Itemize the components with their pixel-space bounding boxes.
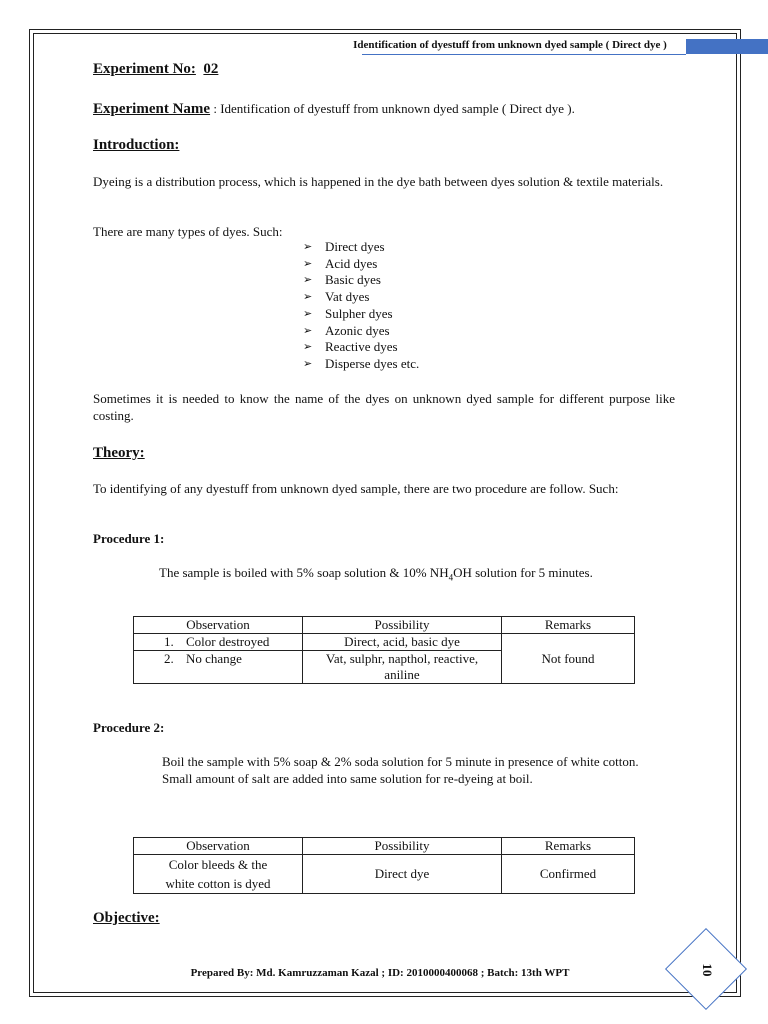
arrow-bullet-icon: ➢	[303, 306, 313, 320]
table-header-row	[134, 838, 635, 855]
introduction-para-1: Dyeing is a distribution process, which is happened in the dye bath between dyes solution & textile materials.	[93, 174, 664, 189]
list-item: ➢ Reactive dyes	[303, 339, 398, 355]
header-accent-bar	[686, 39, 768, 54]
table-row	[134, 855, 635, 894]
experiment-name-sep: :	[210, 101, 221, 116]
list-item: ➢ Sulpher dyes	[303, 305, 393, 321]
procedure-1-text: The sample is boiled with 5% soap solution & 10% $NH_4OH$ solution for 5 minutes.	[159, 565, 593, 583]
row-number: 2.	[164, 651, 174, 666]
experiment-name-value: Identification of dyestuff from unknown dyed sample ( Direct dye ).	[220, 101, 575, 116]
table-header-cell: Observation	[134, 617, 303, 634]
theory-para: To identifying of any dyestuff from unknown dyed sample, there are two procedure are follow. Such:	[93, 481, 619, 496]
table-header-cell: Remarks	[502, 838, 635, 855]
observation-cell: 2. No change	[134, 651, 303, 684]
possibility-cell: Vat, sulphr, napthol, reactive, aniline	[303, 651, 502, 684]
row-number: 1.	[164, 634, 174, 649]
list-item: ➢ Disperse dyes etc.	[303, 355, 420, 371]
procedure-2-heading: Procedure 2:	[93, 720, 165, 735]
list-item: ➢ Vat dyes	[303, 289, 370, 305]
arrow-bullet-icon: ➢	[303, 323, 313, 337]
experiment-name	[93, 101, 575, 118]
footer-prepared-by: Prepared By: Md. Kamruzzaman Kazal ; ID: 2010000400068 ; Batch: 13th WPT	[190, 967, 570, 979]
introduction-para-2: There are many types of dyes. Such:	[93, 224, 283, 239]
arrow-bullet-icon: ➢	[303, 340, 313, 354]
procedure-2-text: Boil the sample with 5% soap & 2% soda solution for 5 minute in presence of white cotton. Small amount of salt are added into same solution for re-dyeing at boil.	[162, 754, 639, 786]
experiment-no-label: Experiment No:	[93, 61, 196, 77]
list-item: ➢ Acid dyes	[303, 255, 378, 271]
dye-types-list	[303, 239, 419, 373]
arrow-bullet-icon: ➢	[303, 273, 313, 287]
procedure-1-table	[133, 616, 635, 684]
experiment-name-label: Experiment Name	[93, 101, 211, 117]
table-header-cell: Remarks	[502, 617, 635, 634]
table-header-cell: Possibility	[303, 838, 502, 855]
list-item: ➢ Basic dyes	[303, 272, 381, 288]
experiment-no-value: 02	[203, 61, 219, 77]
arrow-bullet-icon: ➢	[303, 356, 313, 370]
table-header-cell: Possibility	[303, 617, 502, 634]
experiment-no	[93, 61, 218, 78]
remarks-cell: Not found	[502, 634, 635, 684]
chemical-subscript: 4	[448, 572, 454, 583]
procedure-1-heading: Procedure 1:	[93, 531, 165, 546]
remarks-cell: Confirmed	[502, 855, 635, 894]
observation-cell: 1. Color destroyed	[134, 634, 303, 651]
list-item: ➢ Azonic dyes	[303, 322, 390, 338]
running-header: Identification of dyestuff from unknown dyed sample ( Direct dye )	[353, 39, 667, 51]
table-header-row	[134, 617, 635, 634]
page-number: 10	[700, 963, 715, 977]
introduction-para-3: Sometimes it is needed to know the name of the dyes on unknown dyed sample for different purpose like costing.	[93, 391, 675, 423]
introduction-heading: Introduction:	[93, 137, 180, 153]
table-row	[134, 634, 635, 651]
possibility-cell: Direct, acid, basic dye	[303, 634, 502, 651]
arrow-bullet-icon: ➢	[303, 240, 313, 253]
procedure-2-table	[133, 837, 635, 894]
objective-heading: Objective:	[93, 910, 160, 926]
possibility-cell: Direct dye	[303, 855, 502, 894]
table-header-cell: Observation	[134, 838, 303, 855]
arrow-bullet-icon: ➢	[303, 290, 313, 304]
list-item: ➢ Direct dyes	[303, 239, 385, 254]
arrow-bullet-icon: ➢	[303, 256, 313, 270]
theory-heading: Theory:	[93, 445, 145, 461]
observation-cell: Color bleeds & the white cotton is dyed	[134, 855, 303, 894]
